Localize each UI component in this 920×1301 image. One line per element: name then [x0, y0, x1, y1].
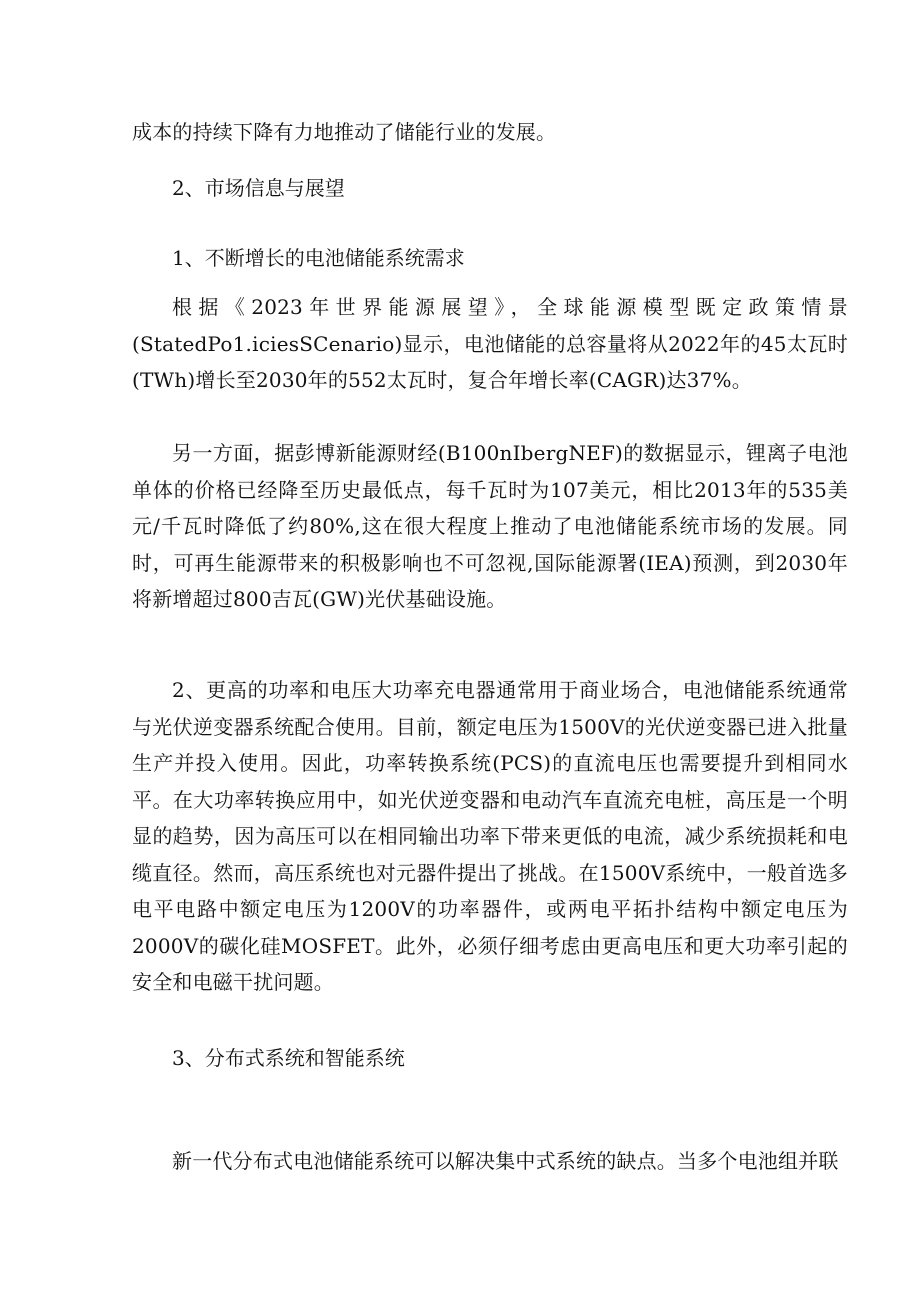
paragraph-distributed-systems: 新一代分布式电池储能系统可以解决集中式系统的缺点。当多个电池组并联: [172, 1149, 839, 1173]
section-heading-market-outlook: 2、市场信息与展望: [172, 176, 345, 200]
paragraph-world-energy-outlook: 根据《2023年世界能源展望》，全球能源模型既定政策情景(StatedPo1.iciesSCenario)显示，电池储能的总容量将从2022年的45太瓦时(TWh)增长至2030年的552太瓦时，复合年增长率(CAGR)达37%。: [132, 295, 848, 392]
paragraph-bnef-prices: 另一方面，据彭博新能源财经(B100nIbergNEF)的数据显示，锂离子电池单体的价格已经降至历史最低点，每千瓦时为107美元，相比2013年的535美元/千瓦时降低了约80%,这在很大程度上推动了电池储能系统市场的发展。同时，可再生能源带来的积极影响也不可忽视,国际能源署(IEA)预测，到2030年将新增超过800吉瓦(GW)光伏基础设施。: [132, 441, 848, 611]
paragraph-higher-voltage: 2、更高的功率和电压大功率充电器通常用于商业场合，电池储能系统通常与光伏逆变器系统配合使用。目前，额定电压为1500V的光伏逆变器已进入批量生产并投入使用。因此，功率转换系统(PCS)的直流电压也需要提升到相同水平。在大功率转换应用中，如光伏逆变器和电动汽车直流充电桩，高压是一个明显的趋势，因为高压可以在相同输出功率下带来更低的电流，减少系统损耗和电缆直径。然而，高压系统也对元器件提出了挑战。在1500V系统中，一般首选多电平电路中额定电压为1200V的功率器件，或两电平拓扑结构中额定电压为2000V的碳化硅MOSFET。此外，必须仔细考虑由更高电压和更大功率引起的安全和电磁干扰问题。: [132, 678, 848, 994]
subsection-heading-demand: 1、不断增长的电池储能系统需求: [172, 246, 465, 270]
paragraph-cost-decline: 成本的持续下降有力地推动了储能行业的发展。: [132, 120, 557, 144]
subsection-heading-distributed: 3、分布式系统和智能系统: [172, 1046, 405, 1070]
